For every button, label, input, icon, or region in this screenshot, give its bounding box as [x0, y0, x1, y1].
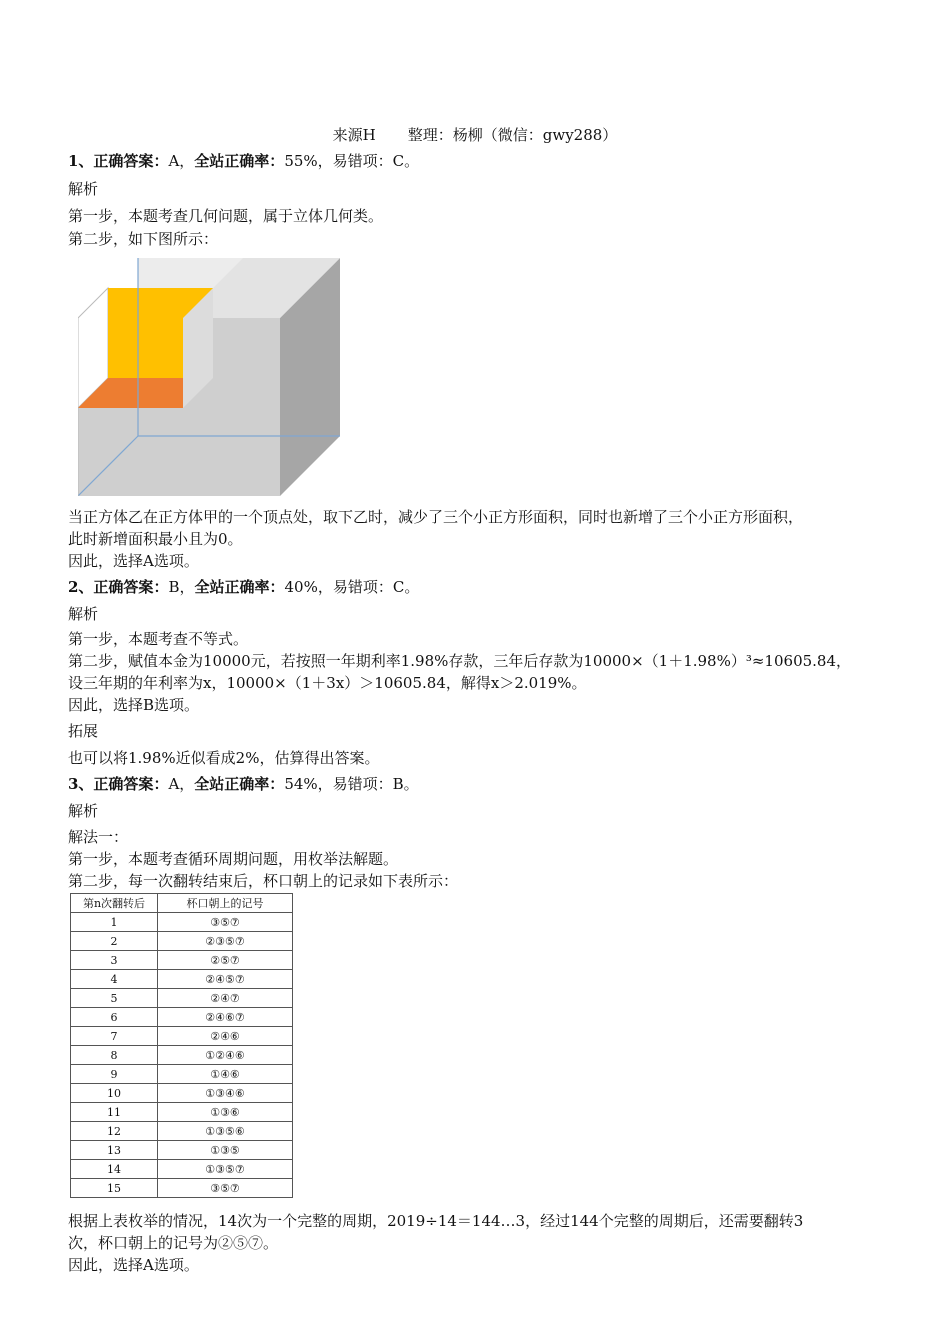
q1-analysis-label: 解析 — [68, 180, 99, 198]
q3-step1: 第一步，本题考查循环周期问题，用枚举法解题。 — [68, 850, 399, 868]
table-cell-marks: ①③⑤⑥ — [158, 1122, 293, 1141]
table-cell-n: 1 — [71, 913, 158, 932]
table-row — [71, 1122, 293, 1141]
table-cell-marks: ②④⑦ — [158, 989, 293, 1008]
q2-title-line — [68, 576, 419, 598]
q2-conclusion: 因此，选择B选项。 — [68, 696, 200, 714]
q3-text2: 次，杯口朝上的记号为②⑤⑦。 — [68, 1234, 279, 1252]
table-row — [71, 951, 293, 970]
table-cell-n: 13 — [71, 1141, 158, 1160]
table-cell-n: 10 — [71, 1084, 158, 1103]
q1-conclusion: 因此，选择A选项。 — [68, 552, 199, 570]
table-cell-marks: ②④⑥⑦ — [158, 1008, 293, 1027]
table-cell-marks: ③⑤⑦ — [158, 913, 293, 932]
table-cell-marks: ①②④⑥ — [158, 1046, 293, 1065]
table-cell-marks: ③⑤⑦ — [158, 1179, 293, 1198]
q3-answer: A， — [168, 775, 195, 793]
page-header — [0, 124, 950, 146]
q2-rate-rest: 40%，易错项：C。 — [284, 578, 420, 596]
q2-extension-label: 拓展 — [68, 722, 99, 740]
table-row — [71, 1065, 293, 1084]
q2-answer: B， — [168, 578, 195, 596]
q2-step2b: 设三年期的年利率为x，10000×（1＋3x）＞10605.84，解得x＞2.019%。 — [68, 674, 587, 692]
q1-text1: 当正方体乙在正方体甲的一个顶点处，取下乙时，减少了三个小正方形面积，同时也新增了三个小正方形面积， — [68, 508, 804, 526]
table-row — [71, 1046, 293, 1065]
table-cell-n: 2 — [71, 932, 158, 951]
table-cell-n: 12 — [71, 1122, 158, 1141]
q3-rate-rest: 54%，易错项：B。 — [284, 775, 419, 793]
q3-text1: 根据上表枚举的情况，14次为一个完整的周期，2019÷14＝144…3，经过144个完整的周期后，还需要翻转3 — [68, 1212, 804, 1230]
table-row — [71, 913, 293, 932]
table-header-n: 第n次翻转后 — [71, 894, 158, 913]
q1-step1: 第一步，本题考查几何问题，属于立体几何类。 — [68, 207, 384, 225]
q3-title: 3、正确答案： — [68, 775, 169, 793]
q1-title: 1、正确答案： — [68, 152, 169, 170]
q1-rate-label: 全站正确率： — [194, 152, 285, 170]
q2-rate-label: 全站正确率： — [194, 578, 285, 596]
table-cell-marks: ①③⑤ — [158, 1141, 293, 1160]
q3-analysis-label: 解析 — [68, 802, 99, 820]
q3-title-line — [68, 773, 419, 795]
table-row — [71, 970, 293, 989]
table-cell-n: 9 — [71, 1065, 158, 1084]
q2-step2a: 第二步，赋值本金为10000元，若按照一年期利率1.98%存款，三年后存款为10000×（1＋1.98%）³≈10605.84， — [68, 652, 852, 670]
q1-step2: 第二步，如下图所示： — [68, 230, 219, 248]
table-cell-marks: ②④⑥ — [158, 1027, 293, 1046]
table-cell-marks: ②③⑤⑦ — [158, 932, 293, 951]
table-cell-n: 5 — [71, 989, 158, 1008]
table-row — [71, 1027, 293, 1046]
table-row — [71, 989, 293, 1008]
table-row — [71, 1008, 293, 1027]
table-row — [71, 1160, 293, 1179]
cube-front-face — [78, 408, 280, 496]
table-cell-marks: ②④⑤⑦ — [158, 970, 293, 989]
q1-title-line — [68, 150, 419, 172]
cube-figure — [78, 258, 340, 496]
table-cell-n: 6 — [71, 1008, 158, 1027]
table-cell-n: 3 — [71, 951, 158, 970]
table-row — [71, 1141, 293, 1160]
table-cell-marks: ②⑤⑦ — [158, 951, 293, 970]
table-cell-marks: ①④⑥ — [158, 1065, 293, 1084]
table-cell-n: 7 — [71, 1027, 158, 1046]
table-header-marks: 杯口朝上的记号 — [158, 894, 293, 913]
q2-step1: 第一步，本题考查不等式。 — [68, 630, 249, 648]
table-cell-marks: ①③⑥ — [158, 1103, 293, 1122]
q3-rate-label: 全站正确率： — [194, 775, 285, 793]
table-row — [71, 1084, 293, 1103]
q1-text2: 此时新增面积最小且为0。 — [68, 530, 243, 548]
table-body — [71, 913, 293, 1198]
q1-answer: A， — [168, 152, 195, 170]
header-source: 来源H — [332, 126, 376, 144]
q3-step2: 第二步，每一次翻转结束后，杯口朝上的记录如下表所示： — [68, 872, 459, 890]
table-cell-n: 14 — [71, 1160, 158, 1179]
q3-method: 解法一： — [68, 828, 129, 846]
table-row — [71, 1179, 293, 1198]
q1-rate-rest: 55%，易错项：C。 — [284, 152, 420, 170]
q2-extension: 也可以将1.98%近似看成2%，估算得出答案。 — [68, 749, 380, 767]
q2-title: 2、正确答案： — [68, 578, 169, 596]
table-header-row — [71, 894, 293, 913]
table-cell-n: 4 — [71, 970, 158, 989]
header-organizer: 整理：杨柳（微信：gwy288） — [407, 126, 618, 144]
table-row — [71, 932, 293, 951]
q3-conclusion: 因此，选择A选项。 — [68, 1256, 199, 1274]
q2-analysis-label: 解析 — [68, 605, 99, 623]
table-cell-marks: ①③④⑥ — [158, 1084, 293, 1103]
flip-record-table — [70, 893, 293, 1198]
table-cell-n: 15 — [71, 1179, 158, 1198]
table-cell-marks: ①③⑤⑦ — [158, 1160, 293, 1179]
table-row — [71, 1103, 293, 1122]
table-cell-n: 11 — [71, 1103, 158, 1122]
table-cell-n: 8 — [71, 1046, 158, 1065]
